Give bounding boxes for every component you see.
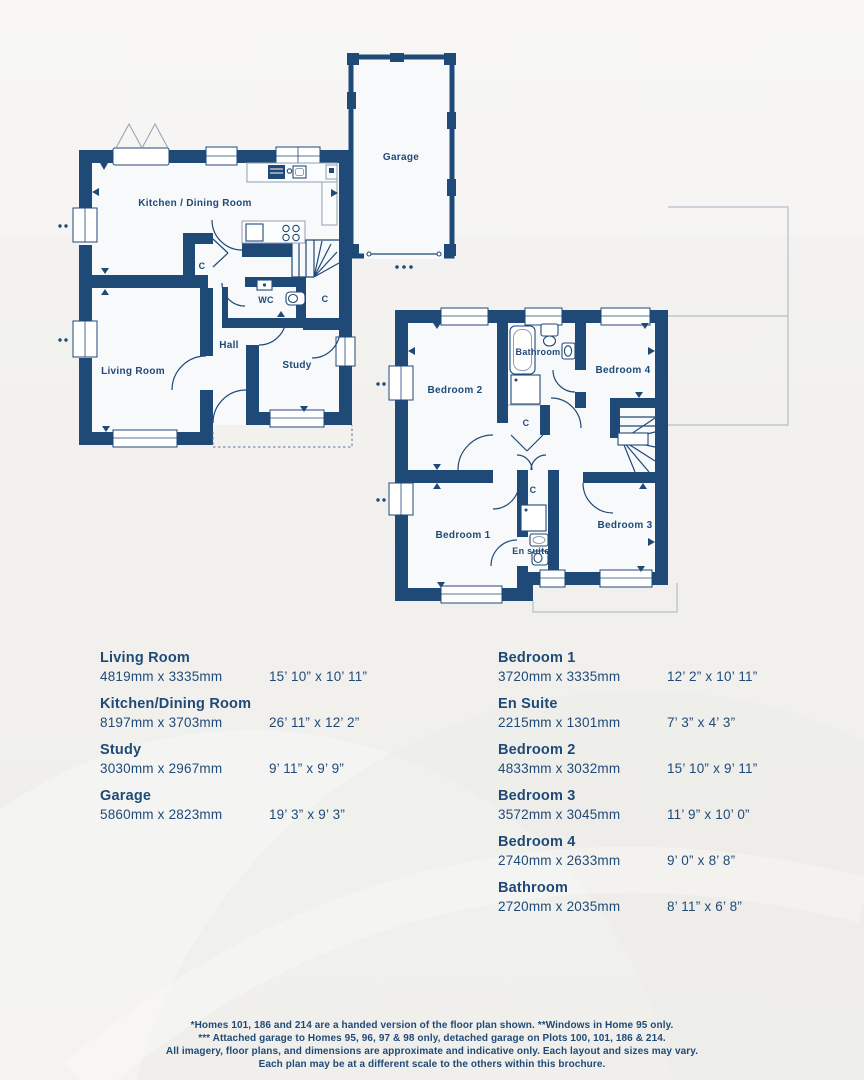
dimension-entry [498,650,838,686]
room-sizes [498,759,838,778]
dimensions-column-right [498,650,838,926]
window [525,308,562,325]
window [276,147,320,165]
room-sizes [100,805,460,824]
room-name: Bathroom [498,880,569,896]
room-sizes [498,897,838,916]
room-label-living-room: Living Room [101,366,165,377]
window [441,586,502,603]
window [113,430,177,447]
room-label-kitchen: Kitchen / Dining Room [138,198,252,209]
room-size-imperial: 7’ 3” x 4’ 3” [666,715,736,730]
room-size-imperial: 9’ 11” x 9’ 9” [268,761,345,776]
room-label-bedroom-3: Bedroom 3 [597,520,653,531]
room-name: Bedroom 3 [498,788,576,804]
room-sizes [498,851,838,870]
room-sizes [100,713,460,732]
room-name: Bedroom 4 [498,834,576,850]
room-size-metric: 2720mm x 2035mm [498,899,621,914]
room-size-metric: 3572mm x 3045mm [498,807,621,822]
dimension-entry [100,696,460,732]
room-label-en-suite: En suite [512,546,550,556]
canopy-dashed-outline [213,425,352,447]
window [206,147,237,165]
window [441,308,488,325]
room-size-imperial: 19’ 3” x 9’ 3” [268,807,346,822]
dimension-entry [100,788,460,824]
dimension-entry [498,834,838,870]
footnote-line: All imagery, floor plans, and dimensions are approximate and indicative only. Each layout and sizes may vary. [165,1046,699,1057]
dimension-entry [498,788,838,824]
room-sizes [498,667,838,686]
footnote-line: Each plan may be at a different scale to the others within this brochure. [258,1059,606,1070]
room-name: Study [100,742,142,758]
garage-door [364,250,444,259]
room-size-imperial: 11’ 9” x 10’ 0” [666,807,750,822]
room-size-metric: 4833mm x 3032mm [498,761,621,776]
window [73,208,97,242]
room-size-imperial: 9’ 0” x 8’ 8” [666,853,736,868]
room-label-cupboard: C [529,485,537,495]
dimension-entry [498,880,838,916]
room-name: Garage [100,788,152,804]
room-name: Living Room [100,650,191,666]
room-size-metric: 5860mm x 2823mm [100,807,223,822]
room-sizes [100,759,460,778]
room-name: Kitchen/Dining Room [100,696,252,712]
first-floor-plan [376,207,788,612]
room-name: Bedroom 2 [498,742,576,758]
room-size-imperial: 15’ 10” x 10’ 11” [268,669,368,684]
room-sizes [498,713,838,732]
room-label-cupboard: C [198,261,206,271]
room-name: En Suite [498,696,558,712]
room-size-imperial: 15’ 10” x 9’ 11” [666,761,758,776]
dimension-entry [100,742,460,778]
dimension-entry [100,650,460,686]
room-sizes [100,667,460,686]
room-size-metric: 3720mm x 3335mm [498,669,621,684]
room-label-cupboard: C [321,294,329,304]
room-size-metric: 8197mm x 3703mm [100,715,223,730]
room-size-metric: 2215mm x 1301mm [498,715,621,730]
room-label-hall: Hall [219,340,239,351]
window [270,410,324,427]
room-label-bedroom-4: Bedroom 4 [595,365,651,376]
window [389,483,413,515]
room-size-metric: 3030mm x 2967mm [100,761,223,776]
window-note-marker [58,224,67,341]
room-label-wc: WC [258,295,274,305]
room-size-imperial: 8’ 11” x 6’ 8” [666,899,743,914]
window-note-marker [376,382,385,501]
room-label-bedroom-1: Bedroom 1 [435,530,491,541]
room-name: Bedroom 1 [498,650,576,666]
dimensions-column-left [100,650,460,834]
room-size-metric: 2740mm x 2633mm [498,853,621,868]
room-sizes [498,805,838,824]
window [601,308,650,325]
footnotes [112,1019,752,1071]
window [336,337,355,366]
dimension-entry [498,696,838,732]
dimension-entry [498,742,838,778]
room-label-bathroom: Bathroom [515,347,561,357]
window [389,366,413,400]
room-size-imperial: 26’ 11” x 12’ 2” [268,715,360,730]
window [73,321,97,357]
room-label-study: Study [282,360,312,371]
room-label-bedroom-2: Bedroom 2 [427,385,483,396]
footnote-line: *** Attached garage to Homes 95, 96, 97 & 98 only, detached garage on Plots 100, 101, 186 & 214. [198,1033,666,1044]
window [600,570,652,587]
window [540,570,565,587]
garage-note-marker [395,265,413,269]
room-size-metric: 4819mm x 3335mm [100,669,223,684]
room-label-garage: Garage [382,152,420,163]
room-size-imperial: 12’ 2” x 10’ 11” [666,669,758,684]
room-label-cupboard: C [522,418,530,428]
footnote-line: *Homes 101, 186 and 214 are a handed version of the floor plan shown. **Windows in Home 95 only. [190,1020,674,1031]
